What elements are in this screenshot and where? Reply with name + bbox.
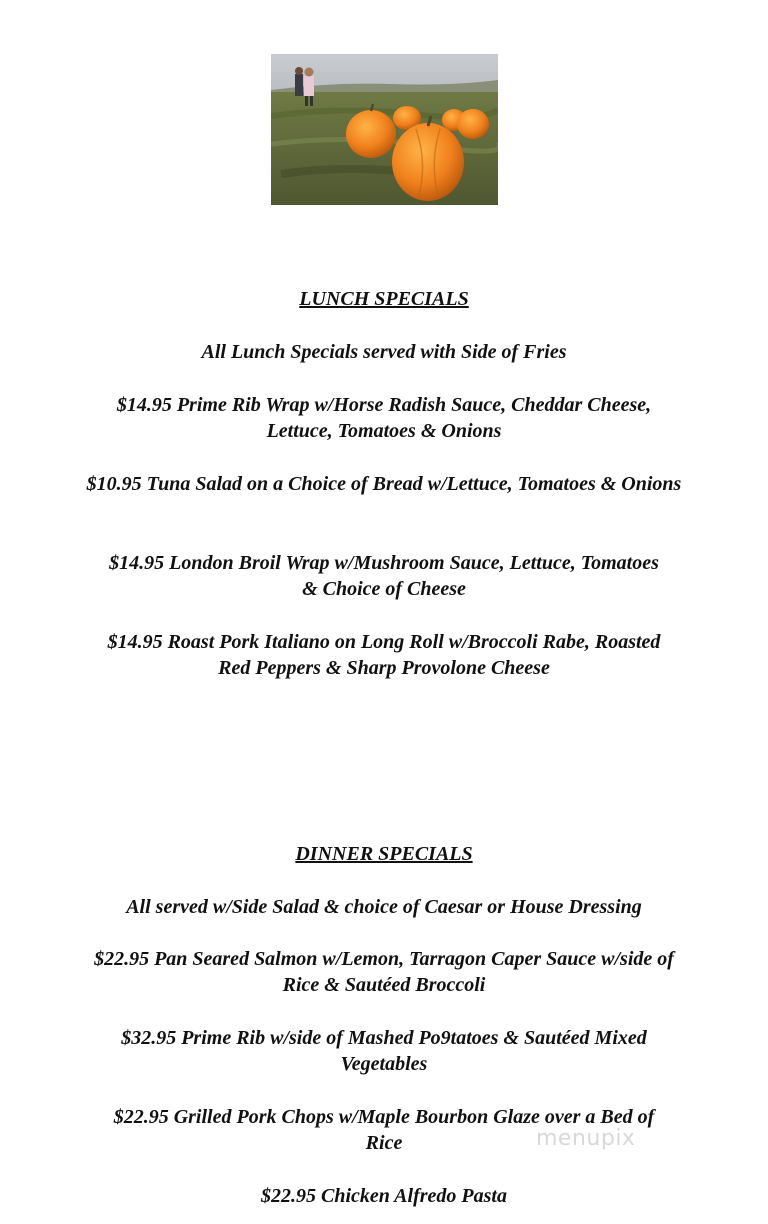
dinner-item (0, 946, 768, 998)
pumpkin-patch-photo (271, 54, 498, 205)
dinner-item-text: $22.95 Grilled Pork Chops w/Maple Bourbon Glaze over a Bed of Rice (113, 1106, 655, 1154)
dinner-item-text: $22.95 Pan Seared Salmon w/Lemon, Tarragon Caper Sauce w/side of Rice & Sautéed Broccoli (94, 948, 674, 996)
lunch-item (0, 471, 768, 497)
dinner-note: All served w/Side Salad & choice of Caesar or House Dressing (126, 896, 642, 918)
lunch-heading: LUNCH SPECIALS (299, 288, 469, 310)
lunch-item-text: $14.95 London Broil Wrap w/Mushroom Sauce, Lettuce, Tomatoes & Choice of Cheese (109, 552, 659, 600)
lunch-item-text: $10.95 Tuna Salad on a Choice of Bread w/Lettuce, Tomatoes & Onions (86, 473, 682, 495)
lunch-note: All Lunch Specials served with Side of Fries (201, 341, 567, 363)
dinner-item-text: $32.95 Prime Rib w/side of Mashed Po9tatoes & Sautéed Mixed Vegetables (121, 1027, 647, 1075)
dinner-item (0, 1183, 768, 1209)
lunch-item-text: $14.95 Prime Rib Wrap w/Horse Radish Sauce, Cheddar Cheese, Lettuce, Tomatoes & Onions (116, 394, 652, 442)
dinner-item (0, 1104, 768, 1156)
pumpkin-patch-illustration (271, 54, 498, 205)
lunch-item (0, 629, 768, 681)
dinner-heading: DINNER SPECIALS (295, 843, 473, 865)
lunch-item-text: $14.95 Roast Pork Italiano on Long Roll w/Broccoli Rabe, Roasted Red Peppers & Sharp Provolone Cheese (107, 631, 661, 679)
lunch-item (0, 550, 768, 602)
dinner-item-text: $22.95 Chicken Alfredo Pasta (261, 1185, 507, 1207)
dinner-item (0, 1025, 768, 1077)
lunch-item (0, 392, 768, 444)
menupix-watermark: menupix (536, 1126, 636, 1151)
